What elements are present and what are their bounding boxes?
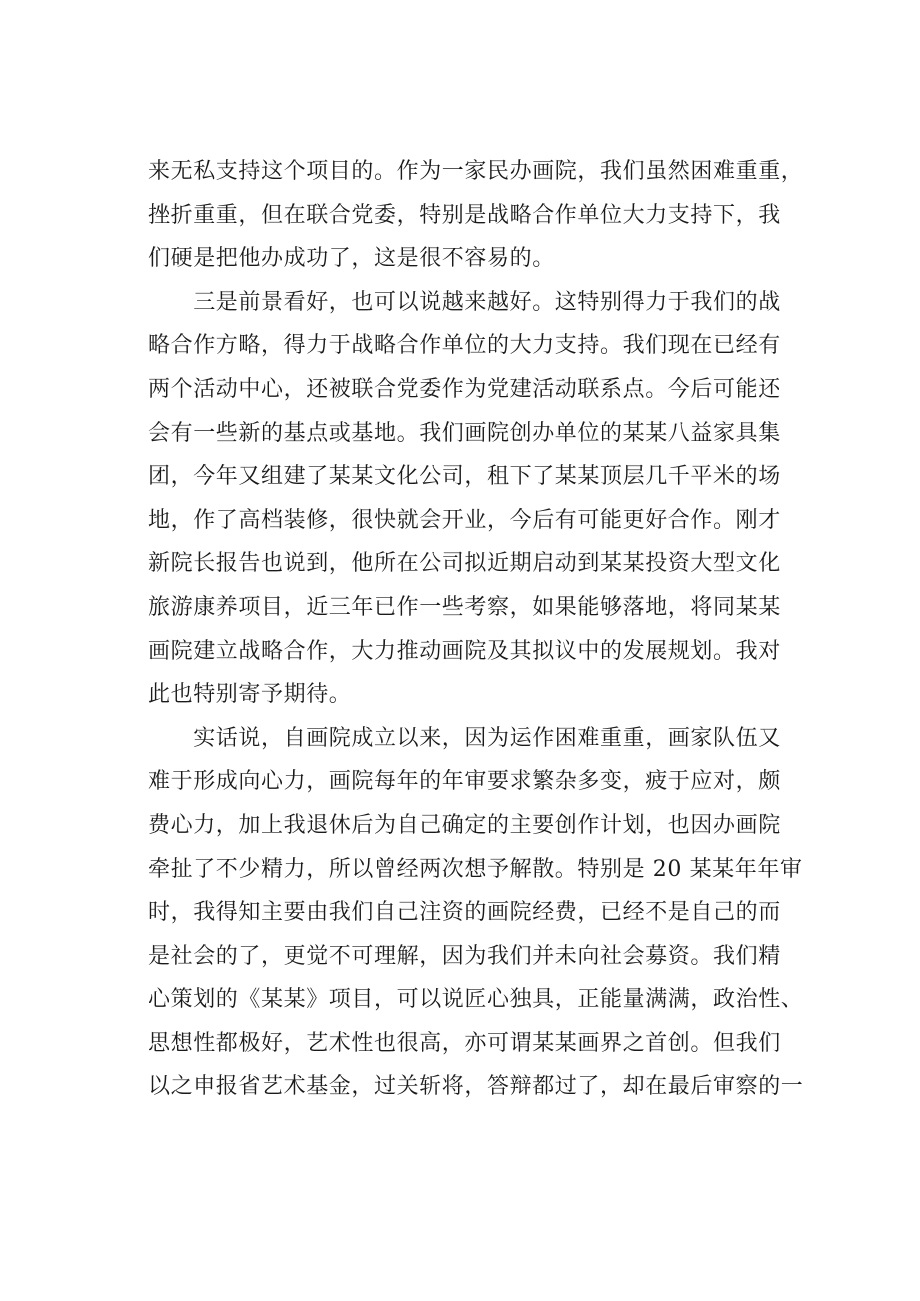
text-line: 难于形成向心力，画院每年的年审要求繁杂多变，疲于应对，颇 — [148, 769, 781, 795]
text-line: 心策划的《某某》项目，可以说匠心独具，正能量满满，政治性、 — [148, 987, 804, 1013]
text-line: 思想性都极好，艺术性也很高，亦可谓某某画界之首创。但我们 — [148, 1030, 781, 1056]
text-line: 画院建立战略合作，大力推动画院及其拟议中的发展规划。我对 — [148, 638, 781, 664]
text-line: 时，我得知主要由我们自己注资的画院经费，已经不是自己的而 — [148, 900, 781, 926]
text-line: 挫折重重，但在联合党委，特别是战略合作单位大力支持下，我 — [148, 202, 781, 228]
text-line: 三是前景看好，也可以说越来越好。这特别得力于我们的战 — [148, 289, 781, 315]
text-line: 以之申报省艺术基金，过关斩将，答辩都过了，却在最后审察的一 — [148, 1074, 804, 1100]
text-line: 此也特别寄予期待。 — [148, 682, 352, 708]
text-line: 新院长报告也说到，他所在公司拟近期启动到某某投资大型文化 — [148, 551, 781, 577]
text-line: 费心力，加上我退休后为自己确定的主要创作计划，也因办画院 — [148, 812, 781, 838]
text-line: 旅游康养项目，近三年已作一些考察，如果能够落地，将同某某 — [148, 594, 781, 620]
body-text — [148, 150, 808, 1109]
text-line: 地，作了高档装修，很快就会开业，今后有可能更好合作。刚才 — [148, 507, 781, 533]
text-line: 来无私支持这个项目的。作为一家民办画院，我们虽然困难重重， — [148, 159, 804, 184]
text-line: 是社会的了，更觉不可理解，因为我们并未向社会募资。我们精 — [148, 943, 781, 969]
text-line: 两个活动中心，还被联合党委作为党建活动联系点。今后可能还 — [148, 376, 781, 402]
text-line: 牵扯了不少精力，所以曾经两次想予解散。特别是 20 某某年年审 — [148, 856, 803, 882]
text-line: 会有一些新的基点或基地。我们画院创办单位的某某八益家具集 — [148, 420, 781, 446]
text-line: 实话说，自画院成立以来，因为运作困难重重，画家队伍又 — [148, 725, 781, 751]
text-line: 团，今年又组建了某某文化公司，租下了某某顶层几千平米的场 — [148, 464, 781, 490]
text-line: 们硬是把他办成功了，这是很不容易的。 — [148, 246, 555, 272]
text-line: 略合作方略，得力于战略合作单位的大力支持。我们现在已经有 — [148, 333, 781, 359]
